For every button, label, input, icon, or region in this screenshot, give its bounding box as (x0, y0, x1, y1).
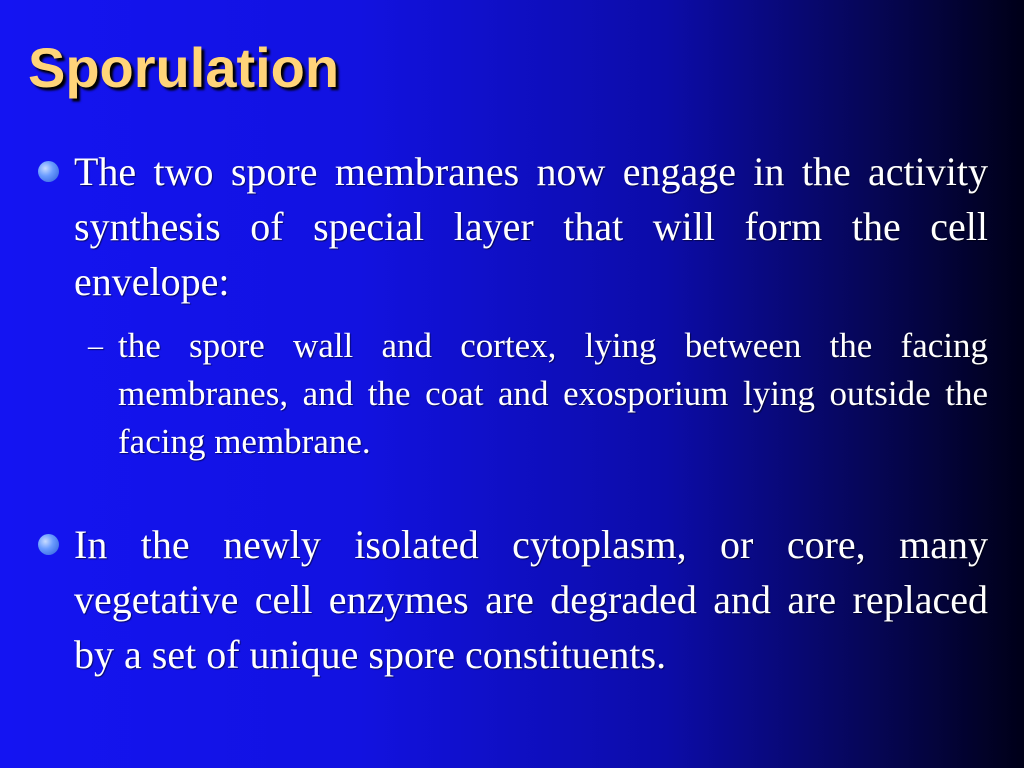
slide-title: Sporulation (28, 36, 340, 99)
sub-bullet-dash-icon: – (88, 329, 103, 362)
bullet-dot-icon (38, 161, 59, 182)
bullet-text: In the newly isolated cytoplasm, or core, many vegetative cell enzymes are degraded and are replaced by a set of unique spore constituents. (74, 522, 988, 677)
bullet-dot-icon (38, 534, 59, 555)
sub-bullet-text: the spore wall and cortex, lying between the facing membranes, and the coat and exosporium lying outside the facing membrane. (118, 326, 988, 461)
bullet-text: The two spore membranes now engage in the activity synthesis of special layer that will form the cell envelope: (74, 149, 988, 304)
